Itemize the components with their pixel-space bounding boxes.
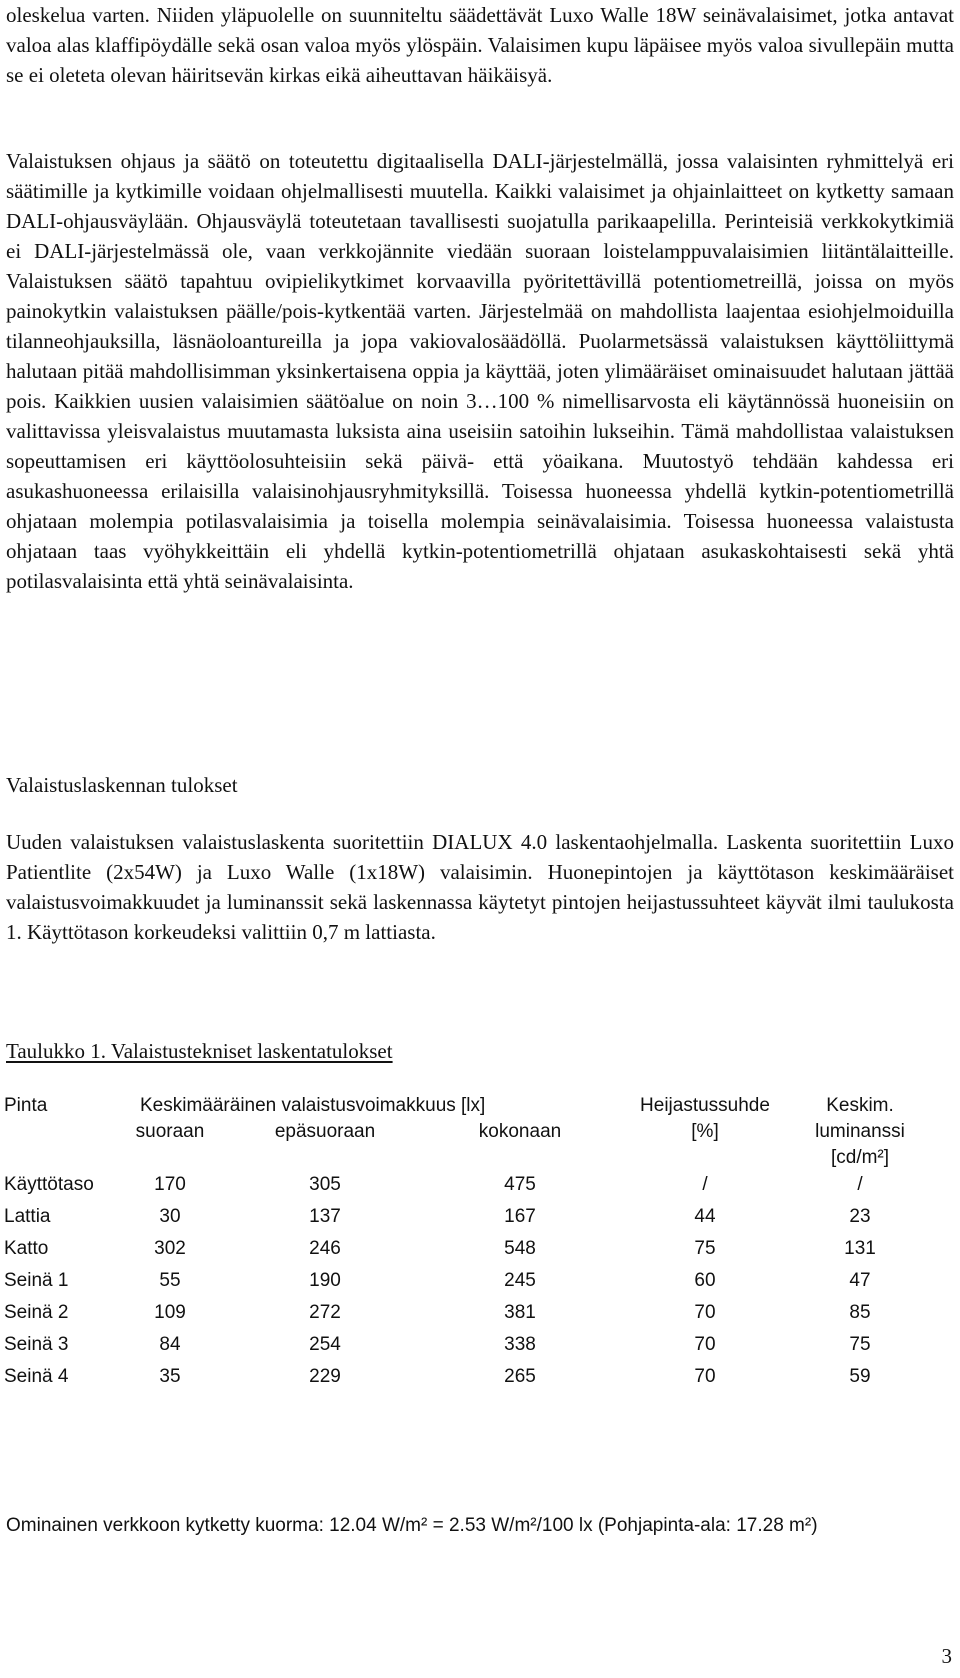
row-luminance: 47: [849, 1270, 871, 1291]
header-luminance-line3: [cd/m²]: [830, 1147, 890, 1168]
row-total: 381: [504, 1302, 536, 1323]
header-surface: Pinta: [4, 1095, 48, 1116]
row-direct: 55: [159, 1270, 181, 1291]
row-luminance: /: [857, 1174, 863, 1195]
row-reflectance: 70: [694, 1334, 716, 1355]
results-paragraph: Uuden valaistuksen valaistuslaskenta suoritettiin DIALUX 4.0 laskentaohjelmalla. Laskenta suoritettiin Luxo Patientlite (2x54W) ja Luxo Walle (1x18W) valaisimin. Huonepintojen ja käyttötason keskimääräiset valaistusvoimakkuudet ja luminanssit sekä laskennassa käytetyt pintojen heijastussuhteet käyvät ilmi taulukosta 1. Käyttötason korkeudeksi valittiin 0,7 m lattiasta.: [6, 830, 954, 944]
header-illuminance-group: Keskimääräinen valaistusvoimakkuus [lx]: [140, 1095, 486, 1116]
row-total: 548: [504, 1238, 536, 1259]
row-direct: 302: [154, 1238, 186, 1259]
page-number: 3: [941, 1644, 952, 1668]
row-total: 167: [504, 1206, 536, 1227]
header-reflectance-line2: [%]: [691, 1121, 719, 1142]
header-total: kokonaan: [478, 1121, 562, 1142]
row-indirect: 137: [309, 1206, 341, 1227]
row-total: 475: [504, 1174, 536, 1195]
row-luminance: 85: [849, 1302, 871, 1323]
header-reflectance-line1: Heijastussuhde: [640, 1095, 770, 1116]
row-indirect: 229: [309, 1366, 341, 1387]
header-direct: suoraan: [135, 1121, 205, 1142]
intro-paragraph: oleskelua varten. Niiden yläpuolelle on suunniteltu säädettävät Luxo Walle 18W seinävalaisimet, jotka antavat valoa alas klaffipöydälle sekä osan valoa myös ylöspäin. Valaisimen kupu läpäisee myös valoa sivullepäin mutta se ei oleteta olevan häiritsevän kirkas eikä aiheuttavan häikäisyä.: [6, 3, 954, 87]
row-indirect: 254: [309, 1334, 341, 1355]
row-luminance: 23: [849, 1206, 871, 1227]
header-indirect: epäsuoraan: [274, 1121, 376, 1142]
row-surface: Seinä 3: [4, 1334, 69, 1355]
row-direct: 109: [154, 1302, 186, 1323]
results-table: [0, 1095, 960, 1504]
row-total: 338: [504, 1334, 536, 1355]
load-footnote: Ominainen verkkoon kytketty kuorma: 12.04 W/m² = 2.53 W/m²/100 lx (Pohjapinta-ala: 17.28 m²): [6, 1515, 818, 1536]
row-luminance: 75: [849, 1334, 871, 1355]
row-indirect: 246: [309, 1238, 341, 1259]
row-surface: Katto: [4, 1238, 49, 1259]
row-surface: Lattia: [4, 1206, 51, 1227]
table-caption: Taulukko 1. Valaistustekniset laskentatulokset: [6, 1039, 393, 1063]
dali-paragraph: Valaistuksen ohjaus ja säätö on toteutettu digitaalisella DALI-järjestelmällä, jossa valaisinten ryhmittelyä eri säätimille ja kytkimille voidaan ohjelmallisesti muutella. Kaikki valaisimet ja ohjainlaitteet on kytketty samaan DALI-ohjausväylään. Ohjausväylä toteutetaan tavallisesti suojatulla parikaapelilla. Perinteisiä verkkokytkimiä ei DALI-järjestelmässä ole, vaan verkkojännite viedään suoraan loistelamppuvalaisimien liitäntälaitteille. Valaistuksen säätö tapahtuu ovipielikytkimet korvaavilla pyöritettävillä potentiometreillä, joissa on myös painokytkin valaistuksen päälle/pois-kytkentää varten. Järjestelmää on mahdollista laajentaa esiohjelmoiduilla tilanneohjauksilla, läsnäoloantureilla ja jopa vakiovalosäädöllä. Puolarmetsässä valaistuksen käyttöliittymä halutaan pitää mahdollisimman yksinkertaisena oppia ja käyttää, joten ylimääräiset ominaisuudet halutaan jättää pois. Kaikkien uusien valaisimien säätöalue on noin 3…100 % nimellisarvosta eli käytännössä huoneisiin on valittavissa yleisvalaistus muutamasta luksista aina useisiin satoihin lukseihin. Tämä mahdollistaa valaistuksen sopeuttamisen eri käyttöolosuhteisiin sekä päivä- että yöaikana. Muutostyö tehdään kahdessa eri asukashuoneessa erilaisilla valaisinohjausryhmityksillä. Toisessa huoneessa yhdellä kytkin-potentiometrillä ohjataan molempia potilasvalaisimia ja toisella molempia seinävalaisimia. Toisessa huoneessa valaistusta ohjataan taas vyöhykkeittäin eli yhdellä kytkin-potentiometrillä ohjataan asukaskohtaisesti sekä yhtä potilasvalaisinta että yhtä seinävalaisinta.: [6, 149, 954, 593]
row-reflectance: /: [702, 1174, 708, 1195]
row-direct: 30: [159, 1206, 181, 1227]
row-reflectance: 60: [694, 1270, 716, 1291]
row-luminance: 59: [849, 1366, 871, 1387]
row-direct: 170: [154, 1174, 186, 1195]
row-indirect: 305: [309, 1174, 341, 1195]
row-total: 245: [504, 1270, 536, 1291]
row-surface: Seinä 1: [4, 1270, 69, 1291]
row-reflectance: 70: [694, 1302, 716, 1323]
header-luminance-line1: Keskim.: [826, 1095, 894, 1116]
row-indirect: 190: [309, 1270, 341, 1291]
section-heading: Valaistuslaskennan tulokset: [6, 773, 238, 797]
row-reflectance: 70: [694, 1366, 716, 1387]
row-surface: Seinä 4: [4, 1366, 69, 1387]
row-direct: 35: [159, 1366, 181, 1387]
header-luminance-line2: luminanssi: [815, 1121, 905, 1142]
row-luminance: 131: [844, 1238, 876, 1259]
row-direct: 84: [159, 1334, 181, 1355]
row-reflectance: 75: [694, 1238, 716, 1259]
row-surface: Seinä 2: [4, 1302, 69, 1323]
row-indirect: 272: [309, 1302, 341, 1323]
row-total: 265: [504, 1366, 536, 1387]
row-surface: Käyttötaso: [4, 1174, 94, 1195]
row-reflectance: 44: [694, 1206, 716, 1227]
